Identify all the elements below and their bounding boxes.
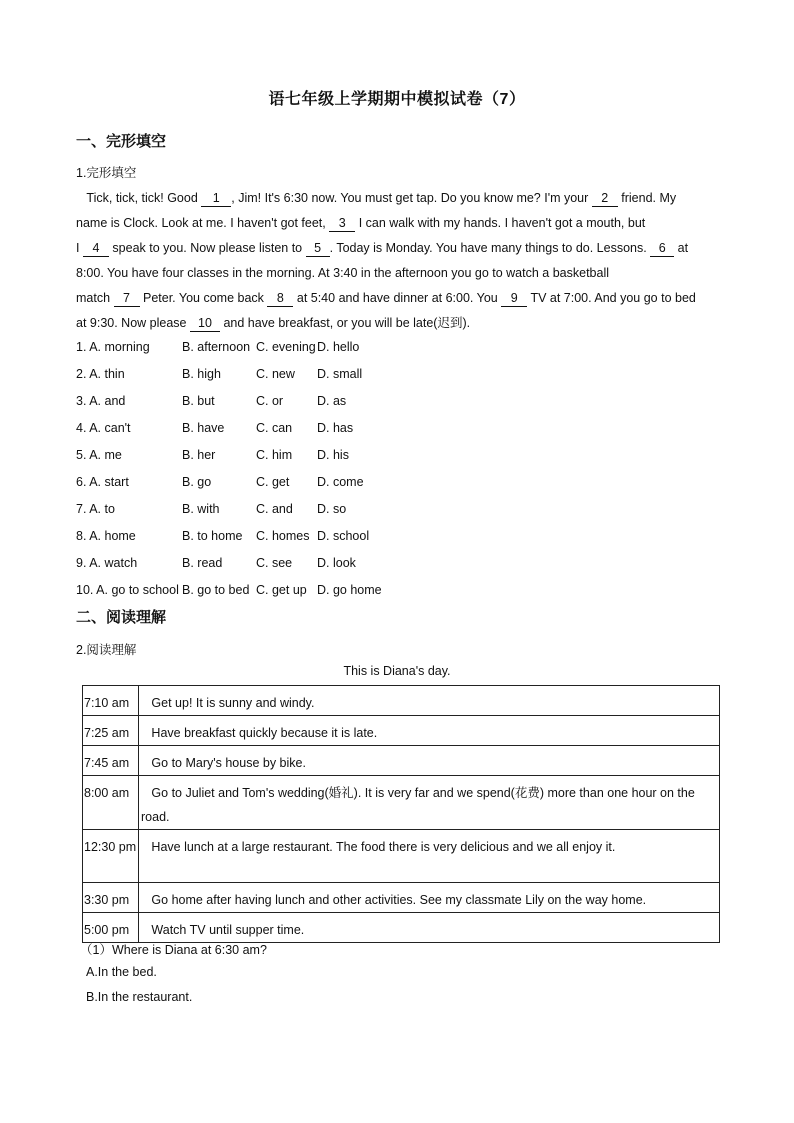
option-row <box>76 500 716 527</box>
option-c[interactable]: C. evening <box>256 340 316 354</box>
time-cell: 3:30 pm <box>83 883 139 913</box>
option-c[interactable]: C. see <box>256 556 293 570</box>
section-reading-heading: 二、阅读理解 <box>76 609 167 626</box>
activity-cell <box>139 913 720 943</box>
cloze-passage <box>76 186 716 336</box>
activity-cell <box>139 883 720 913</box>
table-caption: This is Diana's day. <box>343 664 451 678</box>
option-b[interactable]: B. go <box>182 475 212 489</box>
option-b[interactable]: B. her <box>182 448 216 462</box>
option-a[interactable]: 4. A. can't <box>76 421 131 435</box>
option-b[interactable]: B. read <box>182 556 223 570</box>
table-row <box>83 883 720 913</box>
option-c[interactable]: C. and <box>256 502 293 516</box>
time-cell: 12:30 pm <box>83 830 139 883</box>
option-d[interactable]: D. hello <box>317 340 360 354</box>
blank: 5 <box>306 240 330 257</box>
option-c[interactable]: C. homes <box>256 529 310 543</box>
passage-text: and have breakfast, or you will be late(迟到). <box>219 316 471 330</box>
option-row <box>76 473 716 500</box>
option-c[interactable]: C. or <box>256 394 284 408</box>
passage-text: name is Clock. Look at me. I haven't got feet, <box>76 216 330 230</box>
answer-option-b[interactable]: B.In the restaurant. <box>86 990 193 1004</box>
activity-text: Go home after having lunch and other activities. See my classmate Lily on the way home. <box>151 893 647 907</box>
activity-text: Go to Juliet and Tom's wedding(婚礼). It is very far and we spend(花费) more than one hour on the road. <box>141 786 695 824</box>
blank: 4 <box>83 240 109 257</box>
option-c[interactable]: C. get <box>256 475 290 489</box>
table-row <box>83 746 720 776</box>
option-row <box>76 338 716 365</box>
activity-text: Have breakfast quickly because it is late. <box>151 726 378 740</box>
activity-cell <box>139 686 720 716</box>
time-cell: 8:00 am <box>83 776 139 830</box>
schedule-table <box>82 685 720 943</box>
passage-text: at 9:30. Now please <box>76 316 190 330</box>
option-a[interactable]: 1. A. morning <box>76 340 150 354</box>
option-row <box>76 554 716 581</box>
section-reading-subheading: 2.阅读理解 <box>76 643 137 657</box>
passage-line <box>76 211 716 236</box>
passage-text: Peter. You come back <box>139 291 268 305</box>
passage-text: I <box>76 241 83 255</box>
option-b[interactable]: B. high <box>182 367 221 381</box>
passage-line <box>76 236 716 261</box>
option-d[interactable]: D. his <box>317 448 349 462</box>
time-cell: 5:00 pm <box>83 913 139 943</box>
option-a[interactable]: 5. A. me <box>76 448 122 462</box>
table-row <box>83 830 720 883</box>
option-d[interactable]: D. school <box>317 529 370 543</box>
option-d[interactable]: D. go home <box>317 583 382 597</box>
answer-option-a[interactable]: A.In the bed. <box>86 965 157 979</box>
page-title: 语七年级上学期期中模拟试卷（7） <box>268 91 526 108</box>
option-c[interactable]: C. him <box>256 448 293 462</box>
activity-cell <box>139 716 720 746</box>
blank: 2 <box>592 190 618 207</box>
passage-line: 8:00. You have four classes in the morning. At 3:40 in the afternoon you go to watch a basketball <box>76 266 609 280</box>
option-c[interactable]: C. new <box>256 367 295 381</box>
section-cloze-heading: 一、完形填空 <box>76 133 167 150</box>
activity-text: Get up! It is sunny and windy. <box>151 696 315 710</box>
option-a[interactable]: 7. A. to <box>76 502 115 516</box>
table-row <box>83 913 720 943</box>
blank: 9 <box>501 290 527 307</box>
option-row <box>76 446 716 473</box>
passage-text: . Today is Monday. You have many things to do. Lessons. <box>329 241 651 255</box>
blank: 6 <box>650 240 674 257</box>
option-d[interactable]: D. come <box>317 475 364 489</box>
option-a[interactable]: 10. A. go to school <box>76 583 179 597</box>
option-d[interactable]: D. as <box>317 394 347 408</box>
passage-text: at <box>674 241 689 255</box>
passage-text: , Jim! It's 6:30 now. You must get tap. Do you know me? I'm your <box>231 191 592 205</box>
blank: 10 <box>190 315 220 332</box>
option-b[interactable]: B. afternoon <box>182 340 251 354</box>
passage-text: Tick, tick, tick! Good <box>86 191 202 205</box>
option-b[interactable]: B. go to bed <box>182 583 250 597</box>
option-row <box>76 365 716 392</box>
option-a[interactable]: 2. A. thin <box>76 367 125 381</box>
option-d[interactable]: D. has <box>317 421 354 435</box>
blank: 8 <box>267 290 293 307</box>
activity-cell <box>139 776 720 830</box>
answer-options <box>76 338 716 608</box>
option-b[interactable]: B. with <box>182 502 220 516</box>
passage-text: at 5:40 and have dinner at 6:00. You <box>293 291 502 305</box>
table-row <box>83 776 720 830</box>
option-a[interactable]: 3. A. and <box>76 394 126 408</box>
time-cell: 7:25 am <box>83 716 139 746</box>
option-a[interactable]: 8. A. home <box>76 529 136 543</box>
option-b[interactable]: B. have <box>182 421 225 435</box>
passage-text: I can walk with my hands. I haven't got a mouth, but <box>355 216 646 230</box>
option-row <box>76 581 716 608</box>
activity-text: Go to Mary's house by bike. <box>151 756 306 770</box>
option-d[interactable]: D. small <box>317 367 363 381</box>
activity-text: Watch TV until supper time. <box>151 923 305 937</box>
passage-text: speak to you. Now please listen to <box>108 241 306 255</box>
question-stem: （1）Where is Diana at 6:30 am? <box>80 943 267 957</box>
option-row <box>76 527 716 554</box>
passage-line <box>76 186 716 211</box>
section-cloze-subheading: 1.完形填空 <box>76 166 137 180</box>
option-a[interactable]: 9. A. watch <box>76 556 138 570</box>
activity-cell <box>139 830 720 883</box>
option-c[interactable]: C. can <box>256 421 293 435</box>
time-cell: 7:45 am <box>83 746 139 776</box>
passage-line <box>76 286 716 311</box>
option-d[interactable]: D. look <box>317 556 356 570</box>
passage-text: TV at 7:00. And you go to bed <box>527 291 696 305</box>
blank: 1 <box>201 190 231 207</box>
passage-text: match <box>76 291 114 305</box>
option-b[interactable]: B. but <box>182 394 215 408</box>
table-row <box>83 716 720 746</box>
option-a[interactable]: 6. A. start <box>76 475 129 489</box>
option-row <box>76 419 716 446</box>
blank: 3 <box>329 215 355 232</box>
time-cell: 7:10 am <box>83 686 139 716</box>
passage-text: friend. My <box>617 191 677 205</box>
passage-line <box>76 311 716 336</box>
table-row <box>83 686 720 716</box>
blank: 7 <box>114 290 140 307</box>
option-c[interactable]: C. get up <box>256 583 307 597</box>
option-b[interactable]: B. to home <box>182 529 243 543</box>
activity-text: Have lunch at a large restaurant. The food there is very delicious and we all enjoy it. <box>151 840 616 854</box>
option-d[interactable]: D. so <box>317 502 347 516</box>
activity-cell <box>139 746 720 776</box>
option-row <box>76 392 716 419</box>
